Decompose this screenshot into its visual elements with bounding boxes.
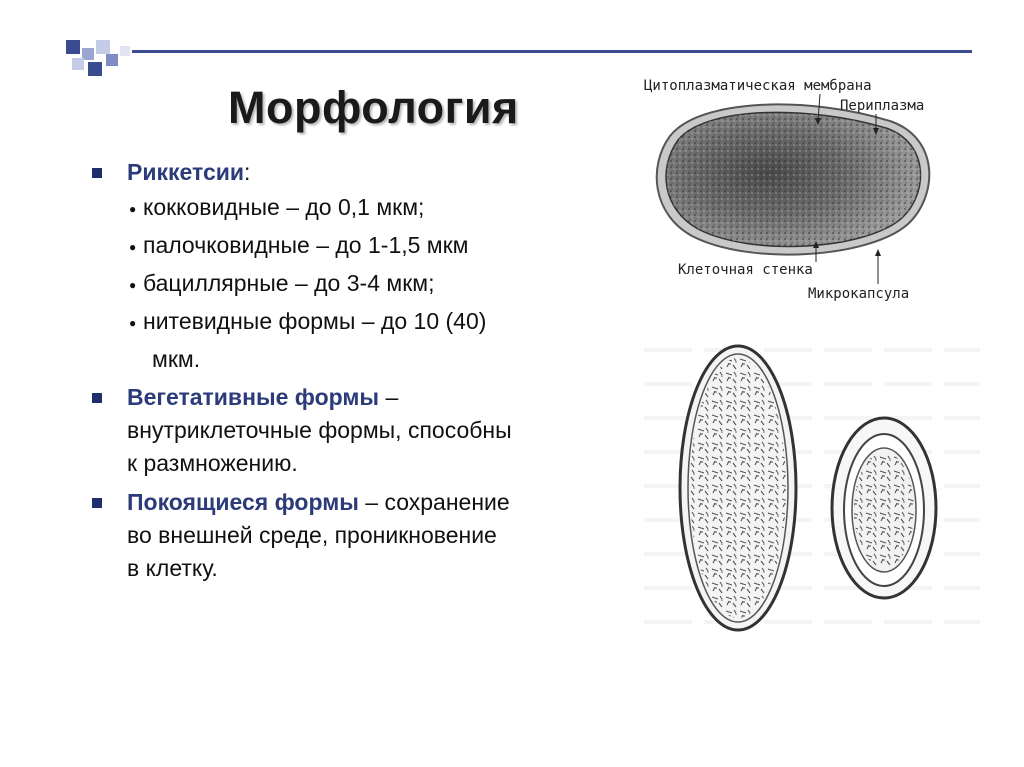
vegetative-text: внутриклеточные формы, способны: [127, 416, 512, 443]
sub-item-text: кокковидные – до 0,1 мкм;: [143, 194, 425, 220]
header-rule: [132, 50, 972, 53]
dot-bullet-icon: ●: [129, 277, 137, 292]
sub-item-text: палочковидные – до 1-1,5 мкм: [143, 231, 469, 258]
dot-bullet-icon: ●: [129, 201, 137, 216]
slide-title: Морфология: [228, 82, 519, 133]
sub-item: [129, 189, 637, 227]
label-microcapsule: Микрокапсула: [808, 286, 910, 302]
dot-bullet-icon: ●: [129, 315, 137, 330]
vegetative-heading: Вегетативные формы: [127, 383, 380, 410]
bullet-resting: [92, 486, 637, 585]
resting-text: в клетку.: [127, 554, 218, 581]
rickettsia-suffix: :: [244, 159, 251, 185]
bullet-list: [92, 156, 637, 585]
resting-heading: Покоящиеся формы: [127, 488, 359, 515]
bullet-rickettsia: [92, 156, 637, 189]
sub-item: [129, 265, 637, 303]
sub-item-text: нитевидные формы – до 10 (40): [143, 307, 487, 334]
label-cell-wall: Клеточная стенка: [678, 262, 813, 278]
square-bullet-icon: [92, 393, 102, 403]
rickettsia-micrograph: [640, 76, 980, 302]
label-membrane: Цитоплазматическая мембрана: [644, 78, 872, 94]
sub-item: [129, 227, 637, 265]
sub-item: [129, 303, 637, 341]
sub-item-continuation: мкм.: [152, 345, 201, 372]
vegetative-text: –: [379, 383, 399, 410]
corner-decoration: [66, 40, 136, 80]
rickettsia-heading: Риккетсии: [127, 159, 245, 185]
vegetative-text: к размножению.: [127, 449, 298, 476]
square-bullet-icon: [92, 168, 102, 178]
bullet-vegetative: [92, 381, 637, 480]
resting-text: во внешней среде, проникновение: [127, 521, 497, 548]
sub-item-text: бациллярные – до 3-4 мкм;: [143, 269, 435, 296]
label-periplasm: Периплазма: [840, 98, 925, 114]
resting-text: – сохранение: [358, 488, 510, 515]
square-bullet-icon: [92, 498, 102, 508]
dot-bullet-icon: ●: [129, 239, 137, 254]
cell-forms-drawing: [640, 300, 980, 670]
